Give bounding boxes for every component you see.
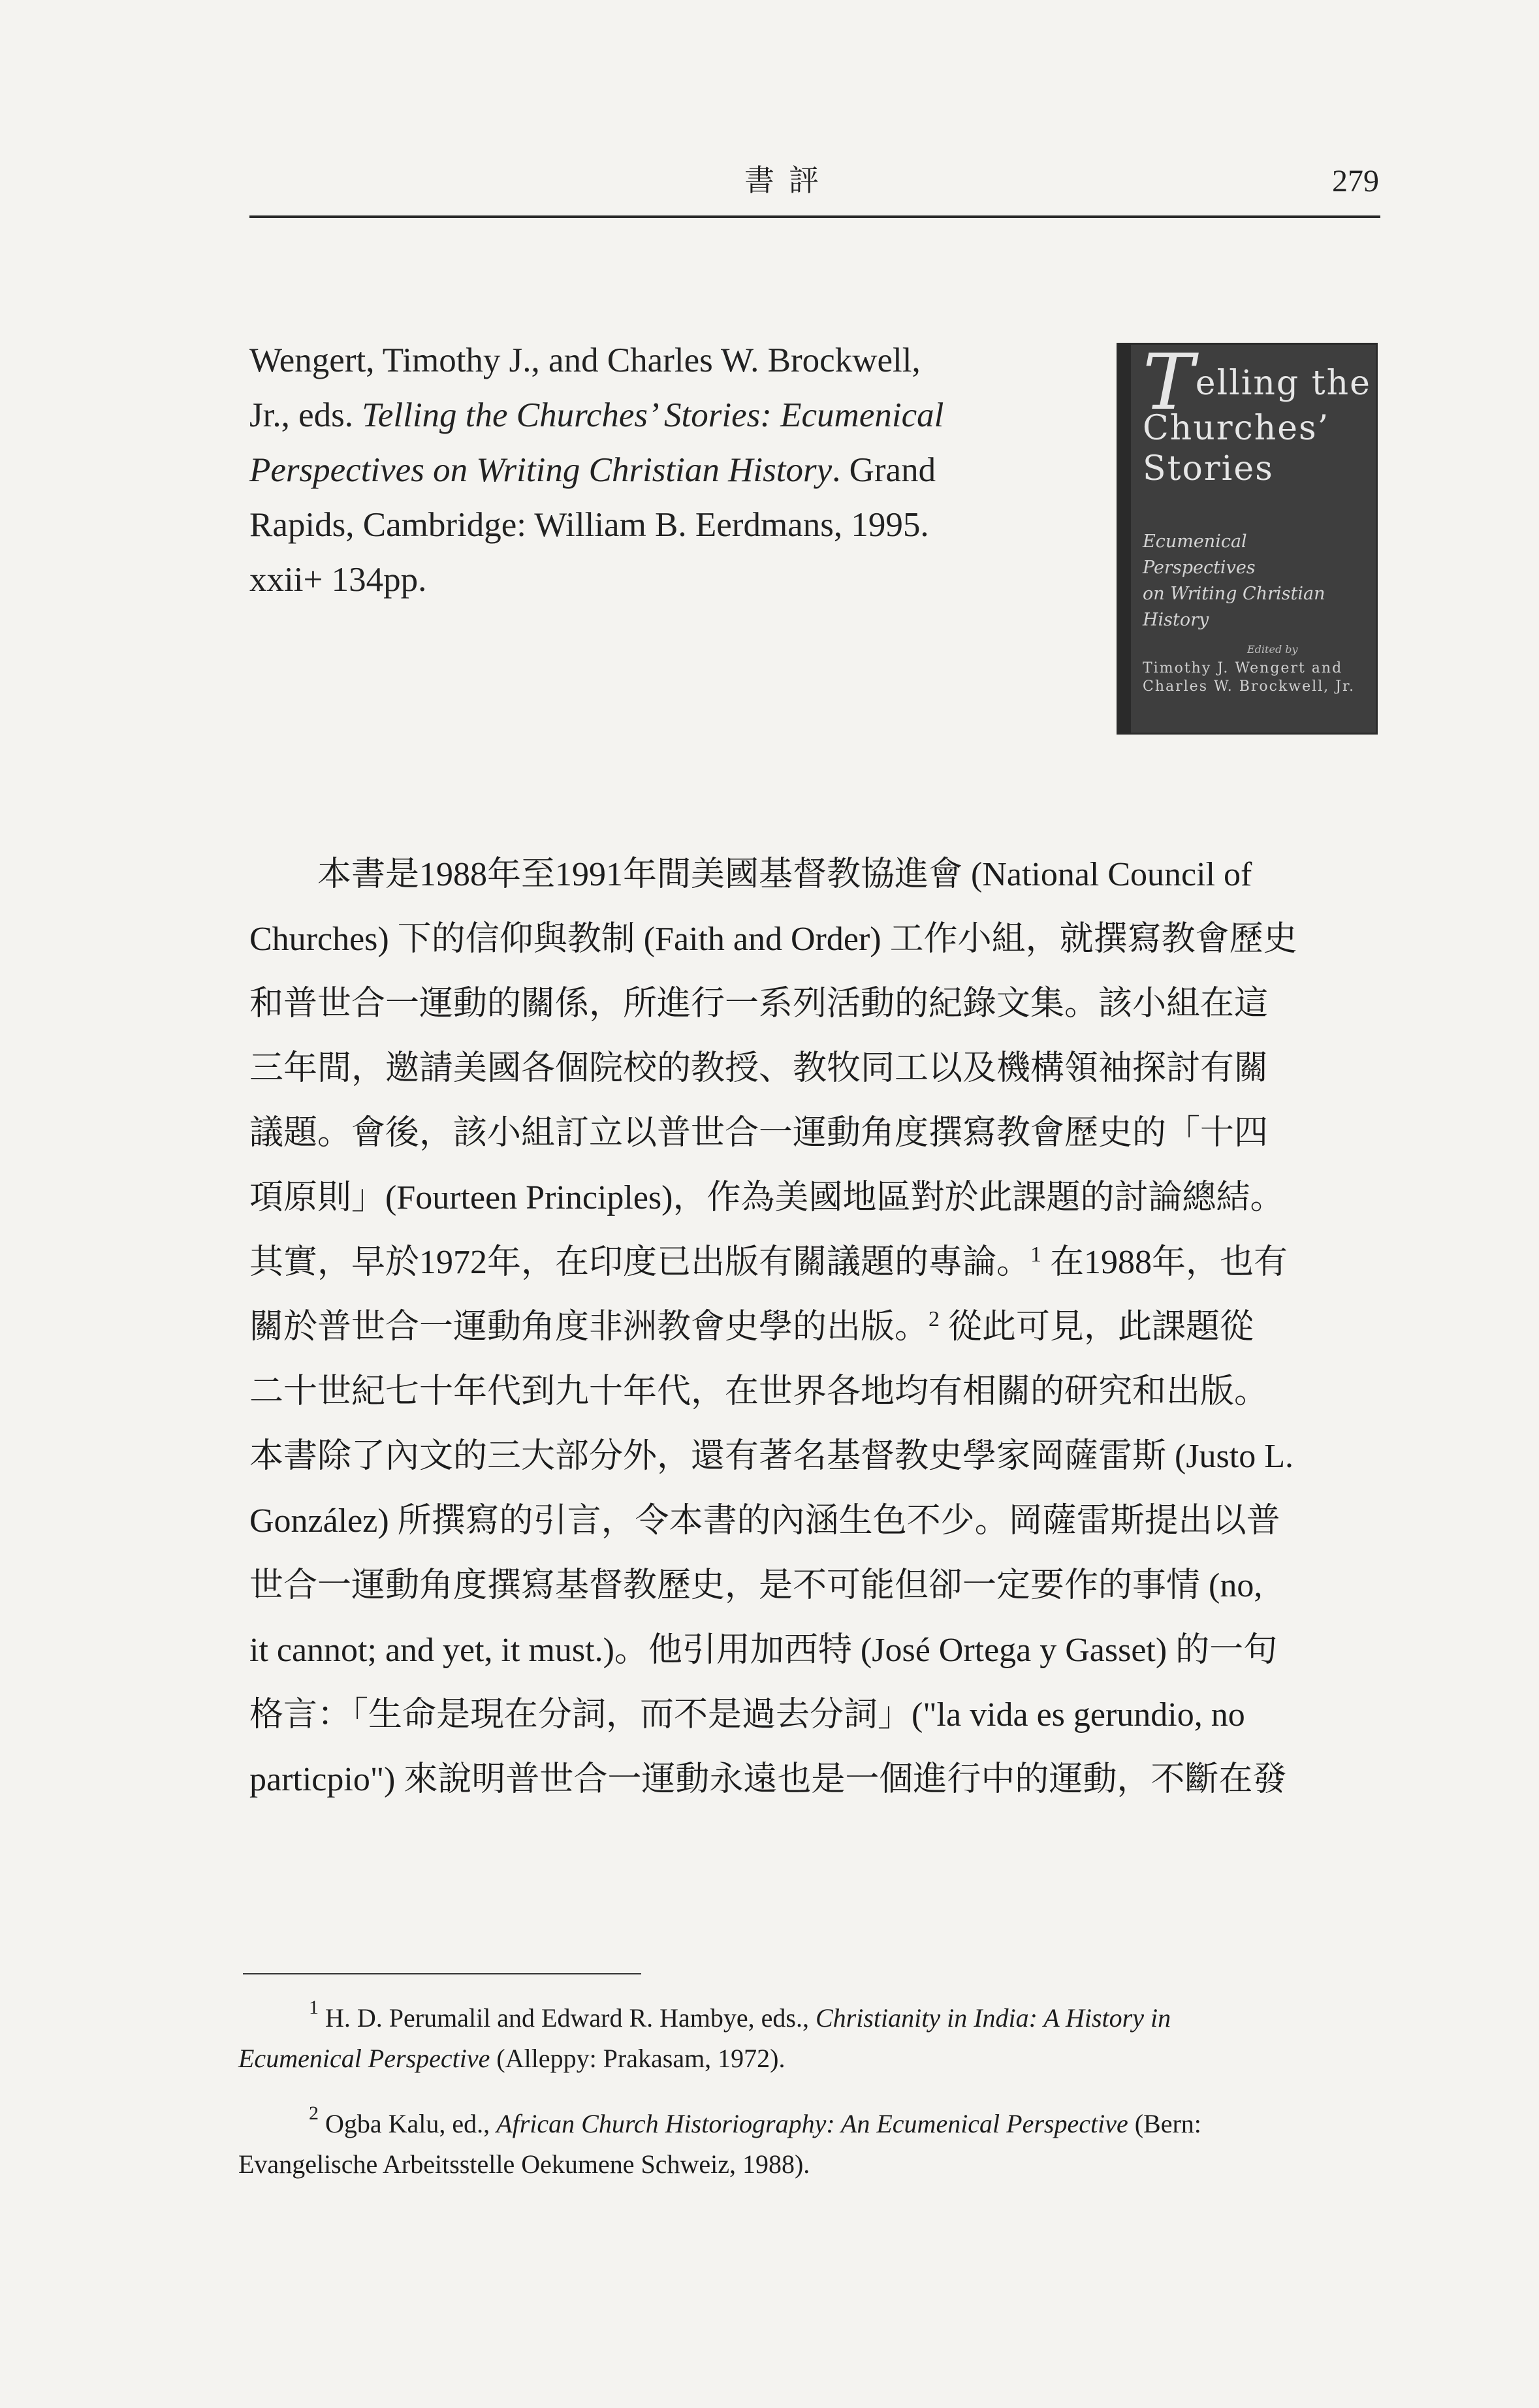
cover-title [1143,343,1371,489]
review-body [249,842,1379,1812]
cover-spine-strip [1117,343,1131,735]
footnote-title: Ecumenical Perspective [238,2044,490,2073]
footnote-ref-2: 2 [928,1307,940,1331]
body-line: 議題。會後，該小組訂立以普世合一運動角度撰寫教會歷史的「十四 [249,1115,1269,1152]
body-line: Churches) 下的信仰與教制 (Faith and Order) 工作小組，就撰寫教會歷史 [249,921,1297,958]
citation-line [249,388,1033,443]
citation-line: Wengert, Timothy J., and Charles W. Brockwell, [249,341,921,379]
footnote-text: (Bern: [1128,2109,1201,2138]
footnote-text: H. D. Perumalil and Edward R. Hambye, eds., [319,2003,816,2033]
footnote-number: 2 [309,2102,319,2124]
footnote-line [238,2038,1381,2079]
cover-editors-line: Charles W. Brockwell, Jr. [1143,678,1356,695]
body-line: it cannot; and yet, it must.)。他引用加西特 (José Ortega y Gasset) 的一句 [249,1632,1278,1669]
footnote-2 [238,2104,1381,2185]
body-line [249,1295,1379,1359]
body-line: González) 所撰寫的引言，令本書的內涵生色不少。岡薩雷斯提出以普 [249,1502,1280,1540]
cover-title-initial: T [1143,343,1196,427]
cover-subtitle-line: on Writing Christian [1143,584,1325,604]
footnote-line [238,1998,1381,2038]
body-line-text: 在1988年，也有 [1041,1244,1288,1281]
footnotes [238,1998,1381,2210]
citation-line: xxii+ 134pp. [249,561,427,599]
book-title: Telling the Churches’ Stories: Ecumenical [362,396,944,434]
footnote-title: African Church Historiography: An Ecumenical Perspective [496,2109,1128,2138]
running-head: 書評 [744,164,833,197]
body-line: 和普世合一運動的關係，所進行一系列活動的紀錄文集。該小組在這 [249,985,1269,1022]
cover-title-line: Churches’ [1143,409,1330,448]
body-line-text: 從此可見，此課題從 [940,1308,1254,1346]
footnote-text: Ogba Kalu, ed., [319,2109,497,2138]
cover-subtitle [1143,529,1365,633]
citation-text: Jr., eds. [249,396,362,434]
body-line: 項原則」(Fourteen Principles)，作為美國地區對於此課題的討論總結。 [249,1179,1284,1216]
footnote-text: (Alleppy: Prakasam, 1972). [490,2044,785,2073]
footnote-1 [238,1998,1381,2079]
page-number: 279 [1332,164,1379,198]
footnote-ref-1: 1 [1030,1243,1042,1267]
header-rule [249,215,1380,218]
footnote-line [238,2104,1381,2144]
body-line-text: 其實，早於1972年，在印度已出版有關議題的專論。 [249,1244,1031,1281]
citation-line: Rapids, Cambridge: William B. Eerdmans, 1995. [249,506,929,544]
cover-editors-label: Edited by [1247,643,1298,656]
cover-subtitle-line: Ecumenical Perspectives [1143,531,1256,578]
body-line: 格言：「生命是現在分詞，而不是過去分詞」("la vida es gerundio, no [249,1696,1245,1734]
body-line: particpio") 來說明普世合一運動永遠也是一個進行中的運動，不斷在發 [249,1761,1287,1798]
cover-editors [1143,659,1371,696]
body-line [249,1230,1379,1295]
body-line-text: 關於普世合一運動角度非洲教會史學的出版。 [249,1308,929,1346]
body-line: 世合一運動角度撰寫基督教歷史，是不可能但卻一定要作的事情 (no, [249,1567,1263,1604]
body-line-text: 本書是1988年至1991年間美國基督教協進會 (National Council of [317,856,1252,893]
cover-subtitle-line: History [1143,610,1209,630]
body-line: 本書除了內文的三大部分外，還有著名基督教史學家岡薩雷斯 (Justo L. [249,1438,1294,1475]
book-cover-image [1117,343,1378,735]
footnote-number: 1 [309,1997,319,2018]
footnote-rule [243,1973,641,1974]
book-citation [249,333,1033,607]
citation-text: . Grand [832,451,936,489]
body-line: 三年間，邀請美國各個院校的教授、教牧同工以及機構領袖探討有關 [249,1050,1269,1087]
cover-editors-line: Timothy J. Wengert and [1143,660,1343,676]
cover-title-line: elling the [1195,364,1371,403]
citation-line [249,443,1033,498]
body-line [249,842,1379,907]
body-line: 二十世紀七十年代到九十年代，在世界各地均有相關的研究和出版。 [249,1373,1269,1410]
cover-title-line: Stories [1143,449,1274,488]
book-title: Perspectives on Writing Christian History [249,451,833,489]
footnote-line: Evangelische Arbeitsstelle Oekumene Schweiz, 1988). [238,2149,810,2179]
footnote-title: Christianity in India: A History in [815,2003,1171,2033]
